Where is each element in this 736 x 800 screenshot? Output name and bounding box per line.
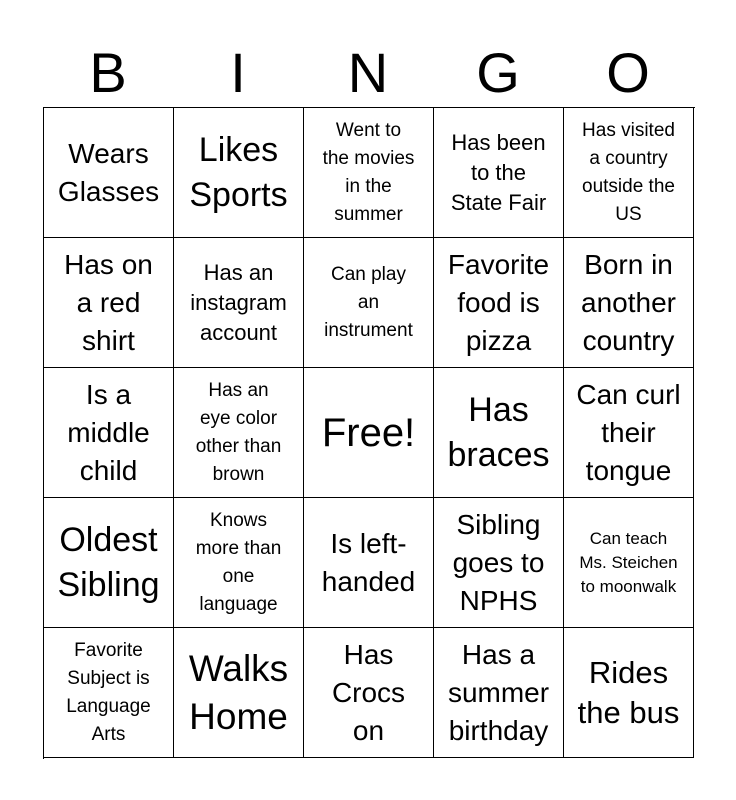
cell-text: Born in another country: [581, 248, 676, 356]
cell-text: Walks Home: [188, 647, 289, 737]
bingo-cell[interactable]: [564, 238, 694, 368]
cell-text: Knows more than one language: [195, 509, 282, 615]
bingo-cell[interactable]: [174, 628, 304, 758]
bingo-cell[interactable]: [434, 238, 564, 368]
cell-text: Went to the movies in the summer: [322, 119, 415, 225]
bingo-cell[interactable]: [174, 368, 304, 498]
bingo-cell[interactable]: [174, 238, 304, 368]
bingo-cell[interactable]: [564, 628, 694, 758]
bingo-cell-free[interactable]: [304, 368, 434, 498]
bingo-board: [43, 107, 695, 759]
bingo-cell[interactable]: [434, 368, 564, 498]
cell-text: Favorite Subject is Language Arts: [66, 639, 151, 745]
bingo-cell[interactable]: [434, 108, 564, 238]
bingo-cell[interactable]: [434, 628, 564, 758]
bingo-header: [43, 40, 693, 106]
cell-text: Has an instagram account: [190, 259, 287, 345]
bingo-cell[interactable]: [564, 498, 694, 628]
cell-text: Can play an instrument: [324, 263, 413, 341]
bingo-cell[interactable]: [564, 108, 694, 238]
cell-text: Has an eye color other than brown: [195, 379, 282, 485]
cell-text: Has been to the State Fair: [450, 129, 547, 215]
cell-text: Wears Glasses: [57, 137, 160, 207]
bingo-cell[interactable]: [304, 238, 434, 368]
cell-text: Has Crocs on: [331, 638, 406, 746]
cell-text: Has visited a country outside the US: [582, 119, 675, 225]
bingo-cell[interactable]: [174, 498, 304, 628]
cell-text: Likes Sports: [189, 130, 288, 214]
header-letter-g: G: [476, 41, 520, 104]
free-space-text: Free!: [321, 410, 416, 455]
bingo-cell[interactable]: [304, 498, 434, 628]
bingo-cell[interactable]: [304, 628, 434, 758]
cell-text: Oldest Sibling: [57, 520, 160, 604]
cell-text: Sibling goes to NPHS: [452, 508, 545, 616]
bingo-cell[interactable]: [304, 108, 434, 238]
bingo-cell[interactable]: [434, 498, 564, 628]
bingo-cell[interactable]: [44, 108, 174, 238]
bingo-cell[interactable]: [44, 628, 174, 758]
cell-text: Can curl their tongue: [576, 378, 681, 486]
cell-text: Rides the bus: [577, 654, 680, 730]
header-letter-n: N: [347, 41, 389, 104]
cell-text: Is left- handed: [321, 527, 416, 597]
bingo-cell[interactable]: [44, 368, 174, 498]
bingo-cell[interactable]: [44, 238, 174, 368]
cell-text: Has braces: [447, 390, 550, 474]
header-letter-o: O: [606, 41, 650, 104]
cell-text: Is a middle child: [67, 378, 150, 486]
cell-text: Has on a red shirt: [64, 248, 153, 356]
cell-text: Has a summer birthday: [447, 638, 550, 746]
header-letter-b: B: [89, 41, 127, 104]
bingo-cell[interactable]: [174, 108, 304, 238]
cell-text: Can teach Ms. Steichen to moonwalk: [579, 528, 678, 596]
bingo-cell[interactable]: [44, 498, 174, 628]
cell-text: Favorite food is pizza: [447, 248, 550, 356]
header-letter-i: I: [230, 41, 246, 104]
bingo-cell[interactable]: [564, 368, 694, 498]
